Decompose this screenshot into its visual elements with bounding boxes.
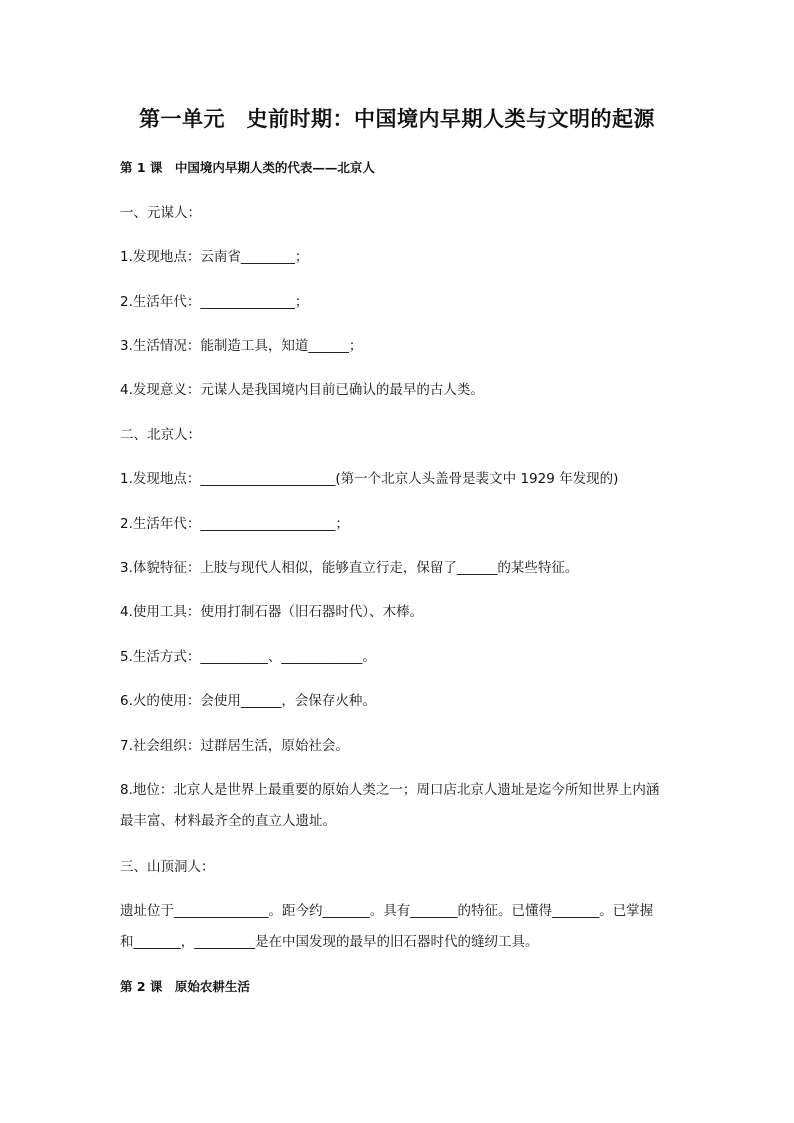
yuanmou-item-3: 3.生活情况：能制造工具，知道______； — [120, 338, 363, 354]
shanding-line-1: 遗址位于______________。距今约_______。具有_______的特征。已懂得_______。已掌握 — [120, 903, 654, 919]
yuanmou-item-1: 1.发现地点：云南省________； — [120, 249, 309, 265]
lesson-2-heading: 第 2 课 原始农耕生活 — [120, 979, 250, 994]
section-yuanmou-heading: 一、元谋人： — [120, 205, 201, 221]
beijing-item-4: 4.使用工具：使用打制石器（旧石器时代）、木棒。 — [120, 604, 424, 620]
beijing-item-5: 5.生活方式：__________、____________。 — [120, 649, 376, 665]
beijing-item-3: 3.体貌特征：上肢与现代人相似，能够直立行走，保留了______的某些特征。 — [120, 560, 579, 576]
yuanmou-item-2: 2.生活年代：______________； — [120, 294, 309, 310]
section-beijing-heading: 二、北京人： — [120, 427, 201, 443]
beijing-item-6: 6.火的使用：会使用______，会保存火种。 — [120, 693, 376, 709]
yuanmou-item-4: 4.发现意义：元谋人是我国境内目前已确认的最早的古人类。 — [120, 382, 484, 398]
unit-title: 第一单元 史前时期：中国境内早期人类与文明的起源 — [139, 107, 655, 131]
shanding-line-2: 和_______，_________是在中国发现的最早的旧石器时代的缝纫工具。 — [120, 934, 539, 950]
beijing-item-7: 7.社会组织：过群居生活，原始社会。 — [120, 738, 349, 754]
section-shanding-heading: 三、山顶洞人： — [120, 859, 215, 875]
beijing-item-2: 2.生活年代：____________________； — [120, 516, 349, 532]
beijing-item-1: 1.发现地点：____________________(第一个北京人头盖骨是裴文中 1929 年发现的) — [120, 471, 619, 487]
beijing-item-8-line-2: 最丰富、材料最齐全的直立人遗址。 — [120, 813, 336, 829]
lesson-1-heading: 第 1 课 中国境内早期人类的代表——北京人 — [120, 160, 375, 175]
beijing-item-8-line-1: 8.地位：北京人是世界上最重要的原始人类之一；周口店北京人遗址是迄今所知世界上内涵 — [120, 782, 660, 798]
